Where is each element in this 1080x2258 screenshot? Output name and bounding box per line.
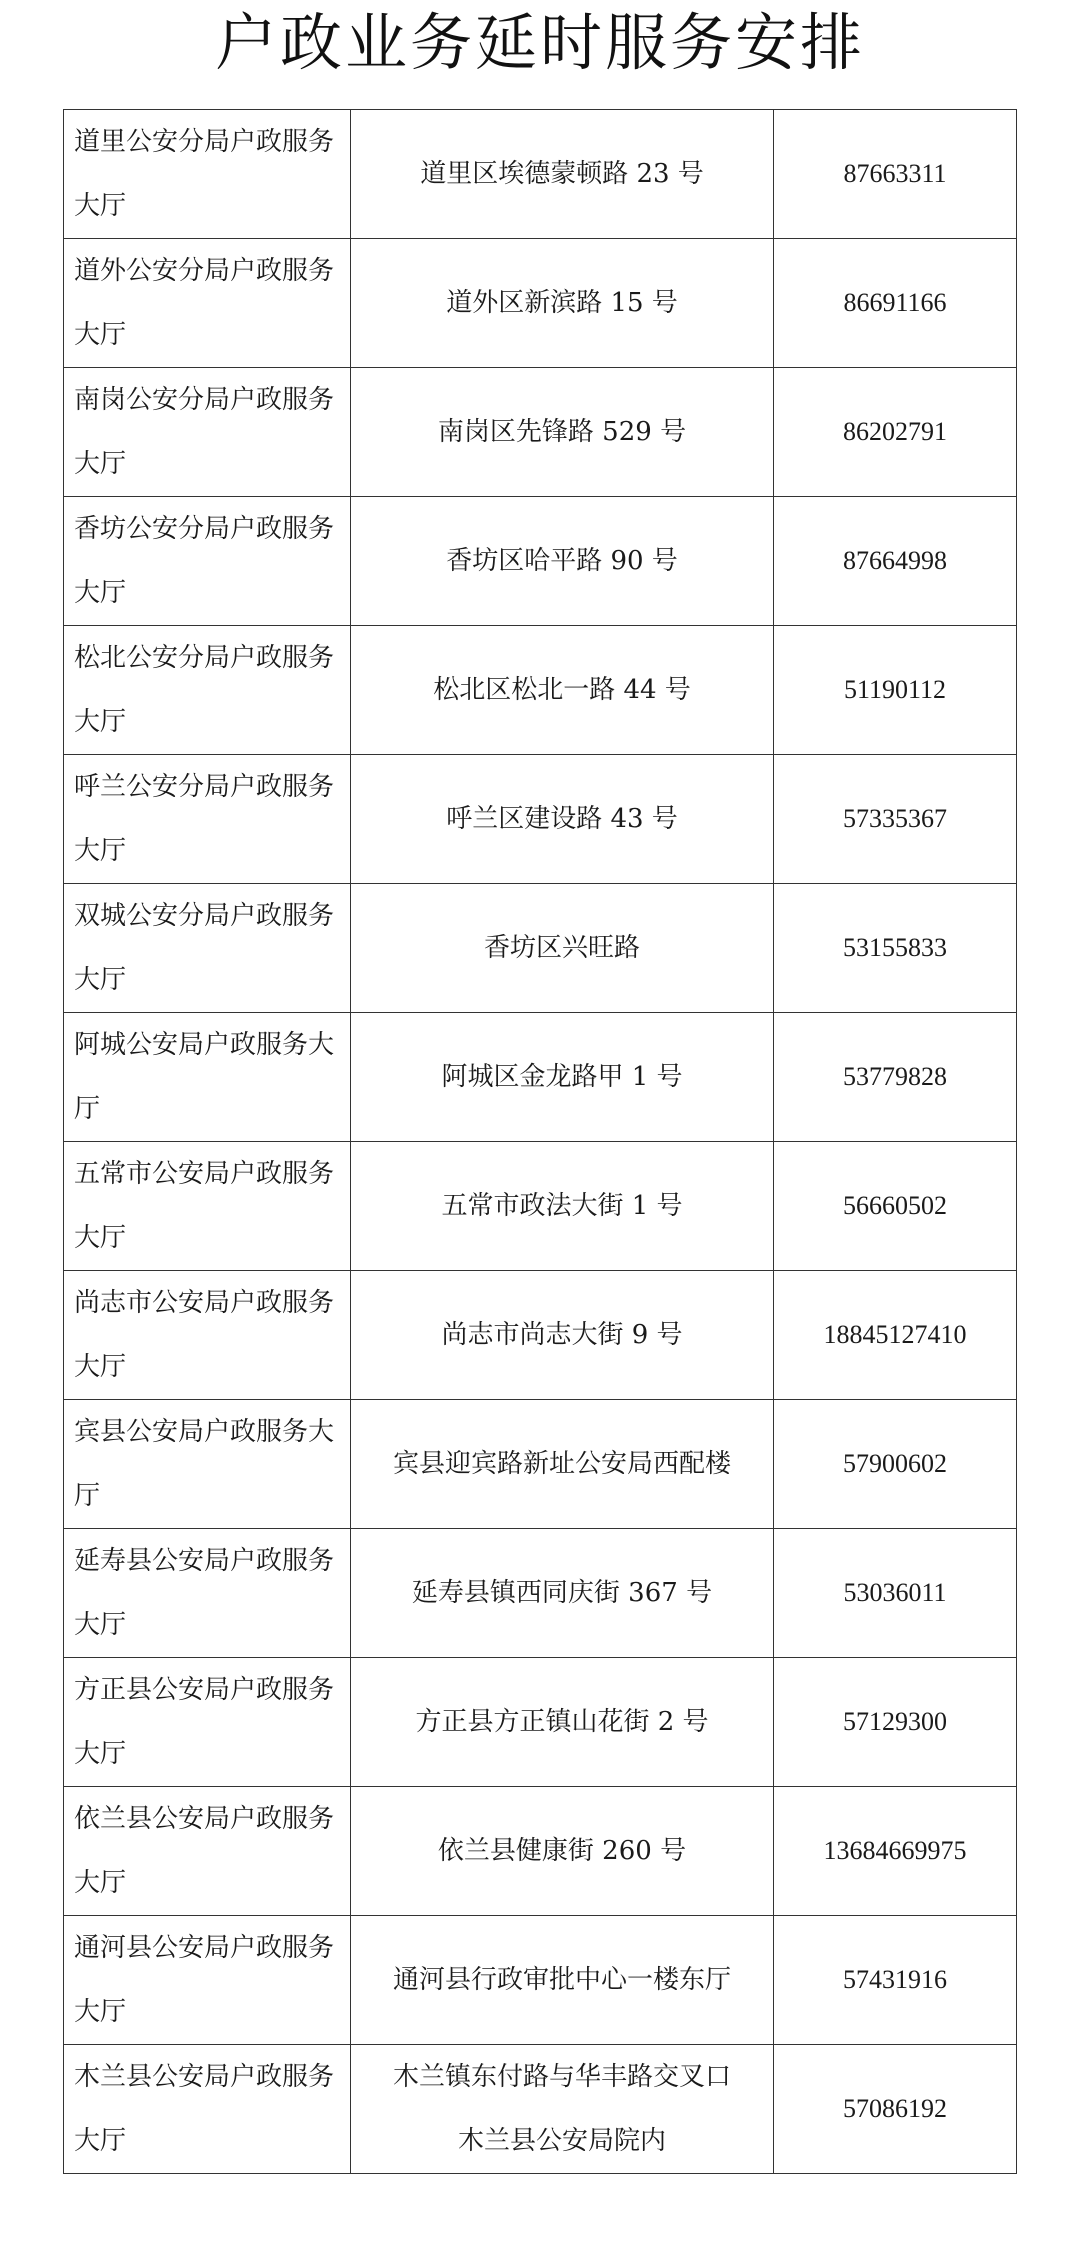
service-hall-name: 延寿县公安局户政服务大厅	[64, 1529, 351, 1658]
service-hall-address	[351, 1658, 774, 1787]
table-body	[64, 110, 1017, 2174]
table-row	[64, 1658, 1017, 1787]
service-hall-phone: 87663311	[774, 110, 1017, 239]
service-hall-phone: 51190112	[774, 626, 1017, 755]
address-line: 香坊区兴旺路	[483, 933, 640, 963]
service-hall-address	[351, 1916, 774, 2045]
table-row	[64, 110, 1017, 239]
table-row	[64, 1400, 1017, 1529]
address-line: 木兰县公安局院内	[457, 2126, 666, 2156]
service-hall-address	[351, 368, 774, 497]
service-hall-address	[351, 1142, 774, 1271]
service-hall-name: 南岗公安分局户政服务大厅	[64, 368, 351, 497]
address-line: 阿城区金龙路甲 1 号	[441, 1062, 683, 1092]
service-hall-table	[63, 109, 1017, 2174]
table-row	[64, 1529, 1017, 1658]
service-hall-name: 依兰县公安局户政服务大厅	[64, 1787, 351, 1916]
address-line: 南岗区先锋路 529 号	[437, 417, 687, 447]
table-row	[64, 239, 1017, 368]
table-row	[64, 1013, 1017, 1142]
page-title: 户政业务延时服务安排	[214, 6, 865, 79]
table-row	[64, 1271, 1017, 1400]
service-hall-name: 道里公安分局户政服务大厅	[64, 110, 351, 239]
service-hall-name: 方正县公安局户政服务大厅	[64, 1658, 351, 1787]
address-line: 依兰县健康街 260 号	[437, 1836, 687, 1866]
service-hall-address	[351, 1787, 774, 1916]
service-hall-phone: 56660502	[774, 1142, 1017, 1271]
service-hall-address	[351, 884, 774, 1013]
service-hall-name: 呼兰公安分局户政服务大厅	[64, 755, 351, 884]
service-hall-phone: 53155833	[774, 884, 1017, 1013]
service-hall-phone: 57335367	[774, 755, 1017, 884]
service-hall-name: 宾县公安局户政服务大厅	[64, 1400, 351, 1529]
service-hall-name: 双城公安分局户政服务大厅	[64, 884, 351, 1013]
service-hall-name: 木兰县公安局户政服务大厅	[64, 2045, 351, 2174]
table-row	[64, 1787, 1017, 1916]
service-hall-address	[351, 497, 774, 626]
service-hall-address	[351, 1271, 774, 1400]
service-hall-name: 尚志市公安局户政服务大厅	[64, 1271, 351, 1400]
service-hall-name: 阿城公安局户政服务大厅	[64, 1013, 351, 1142]
service-hall-name: 道外公安分局户政服务大厅	[64, 239, 351, 368]
address-line: 呼兰区建设路 43 号	[446, 804, 678, 834]
address-line: 木兰镇东付路与华丰路交叉口	[392, 2062, 731, 2092]
service-hall-phone: 87664998	[774, 497, 1017, 626]
service-hall-name: 五常市公安局户政服务大厅	[64, 1142, 351, 1271]
service-hall-phone: 57129300	[774, 1658, 1017, 1787]
address-line: 方正县方正镇山花街 2 号	[415, 1707, 709, 1737]
address-line: 尚志市尚志大街 9 号	[441, 1320, 683, 1350]
table-row	[64, 1142, 1017, 1271]
service-hall-address	[351, 755, 774, 884]
service-hall-phone: 13684669975	[774, 1787, 1017, 1916]
service-hall-address	[351, 110, 774, 239]
address-line: 五常市政法大街 1 号	[441, 1191, 683, 1221]
service-hall-phone: 86691166	[774, 239, 1017, 368]
service-hall-address	[351, 2045, 774, 2174]
table-row	[64, 884, 1017, 1013]
table-row	[64, 626, 1017, 755]
service-hall-phone: 18845127410	[774, 1271, 1017, 1400]
service-hall-address	[351, 239, 774, 368]
service-hall-phone: 57900602	[774, 1400, 1017, 1529]
address-line: 松北区松北一路 44 号	[433, 675, 691, 705]
service-hall-address	[351, 1529, 774, 1658]
service-hall-phone: 53036011	[774, 1529, 1017, 1658]
table-row	[64, 368, 1017, 497]
address-line: 香坊区哈平路 90 号	[446, 546, 678, 576]
table-row	[64, 2045, 1017, 2174]
service-hall-phone: 57431916	[774, 1916, 1017, 2045]
service-hall-address	[351, 626, 774, 755]
service-hall-name: 松北公安分局户政服务大厅	[64, 626, 351, 755]
address-line: 道外区新滨路 15 号	[446, 288, 678, 318]
service-hall-phone: 57086192	[774, 2045, 1017, 2174]
address-line: 通河县行政审批中心一楼东厅	[392, 1965, 731, 1995]
service-hall-phone: 53779828	[774, 1013, 1017, 1142]
address-line: 宾县迎宾路新址公安局西配楼	[392, 1449, 731, 1479]
table-row	[64, 755, 1017, 884]
service-hall-name: 香坊公安分局户政服务大厅	[64, 497, 351, 626]
address-line: 道里区埃德蒙顿路 23 号	[420, 159, 704, 189]
service-hall-address	[351, 1013, 774, 1142]
address-line: 延寿县镇西同庆街 367 号	[411, 1578, 713, 1608]
service-hall-phone: 86202791	[774, 368, 1017, 497]
service-hall-address	[351, 1400, 774, 1529]
table-row	[64, 1916, 1017, 2045]
table-row	[64, 497, 1017, 626]
service-hall-name: 通河县公安局户政服务大厅	[64, 1916, 351, 2045]
